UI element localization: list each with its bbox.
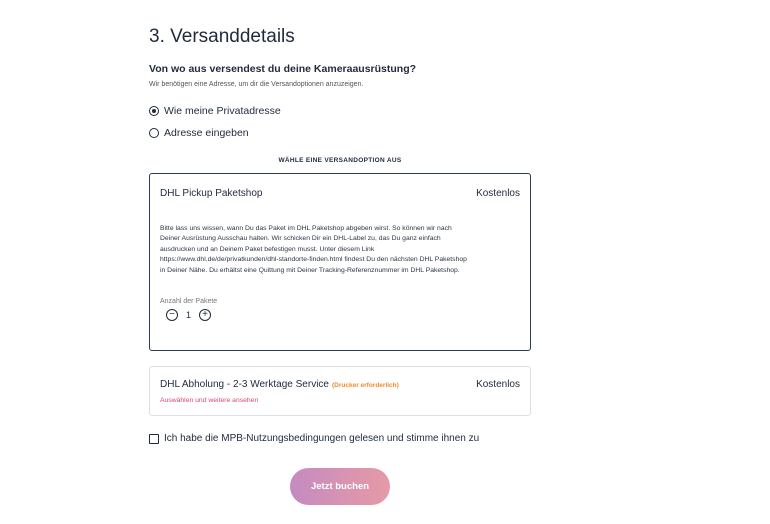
section-title: 3. Versanddetails	[149, 26, 295, 47]
shipping-options-heading: WÄHLE EINE VERSANDOPTION AUS	[278, 157, 402, 164]
shipping-option-title	[160, 379, 399, 390]
shipping-question: Von wo aus versendest du deine Kameraausrüstung?	[149, 63, 417, 75]
shipping-option-price: Kostenlos	[476, 379, 520, 390]
shipping-option-dhl-pickup[interactable]	[149, 173, 531, 351]
shipping-option-dhl-abholung[interactable]	[149, 366, 531, 416]
radio-checked-icon[interactable]	[149, 106, 159, 116]
printer-required-note: (Drucker erforderlich)	[331, 382, 399, 389]
plus-icon[interactable]: +	[199, 309, 211, 321]
terms-label: Ich habe die MPB-Nutzungsbedingungen gelesen und stimme ihnen zu	[164, 433, 480, 444]
package-quantity-value: 1	[186, 310, 192, 320]
radio-unchecked-icon[interactable]	[149, 128, 159, 138]
radio-private-address[interactable]	[149, 105, 281, 117]
terms-checkbox[interactable]	[149, 434, 159, 444]
book-now-button[interactable]: Jetzt buchen	[290, 468, 390, 505]
address-hint: Wir benötigen eine Adresse, um dir die Versandoptionen anzuzeigen.	[149, 81, 364, 88]
shipping-option-title-text: DHL Abholung - 2-3 Werktage Service	[160, 379, 329, 390]
shipping-option-title: DHL Pickup Paketshop	[160, 188, 263, 199]
radio-enter-address[interactable]	[149, 127, 249, 139]
radio-enter-address-label: Adresse eingeben	[164, 127, 249, 139]
shipping-option-description: Bitte lass uns wissen, wann Du das Paket im DHL Paketshop abgeben wirst. So können wir nach Deiner Ausrüstung Ausschau halten. Wir schicken Dir ein DHL-Label zu, das Du ganz einfach ausdrucken und an Deinem Paket befestigen musst. Unter diesem Link https://www.dhl.de/de/privatkunden/dhl-standorte-finden.html findest Du den nächsten DHL Paketshop in Deiner Nähe. Du erhältst eine Quittung mit Deiner Tracking-Referenznummer im DHL Paketshop.	[160, 225, 467, 274]
radio-private-address-label: Wie meine Privatadresse	[164, 105, 281, 117]
shipping-option-price: Kostenlos	[476, 188, 520, 199]
terms-agreement[interactable]	[149, 433, 479, 444]
minus-icon[interactable]: −	[166, 309, 178, 321]
package-quantity-stepper	[166, 309, 211, 321]
select-and-view-more-link[interactable]: Auswählen und weitere ansehen	[160, 397, 259, 404]
package-quantity-label: Anzahl der Pakete	[160, 298, 218, 305]
